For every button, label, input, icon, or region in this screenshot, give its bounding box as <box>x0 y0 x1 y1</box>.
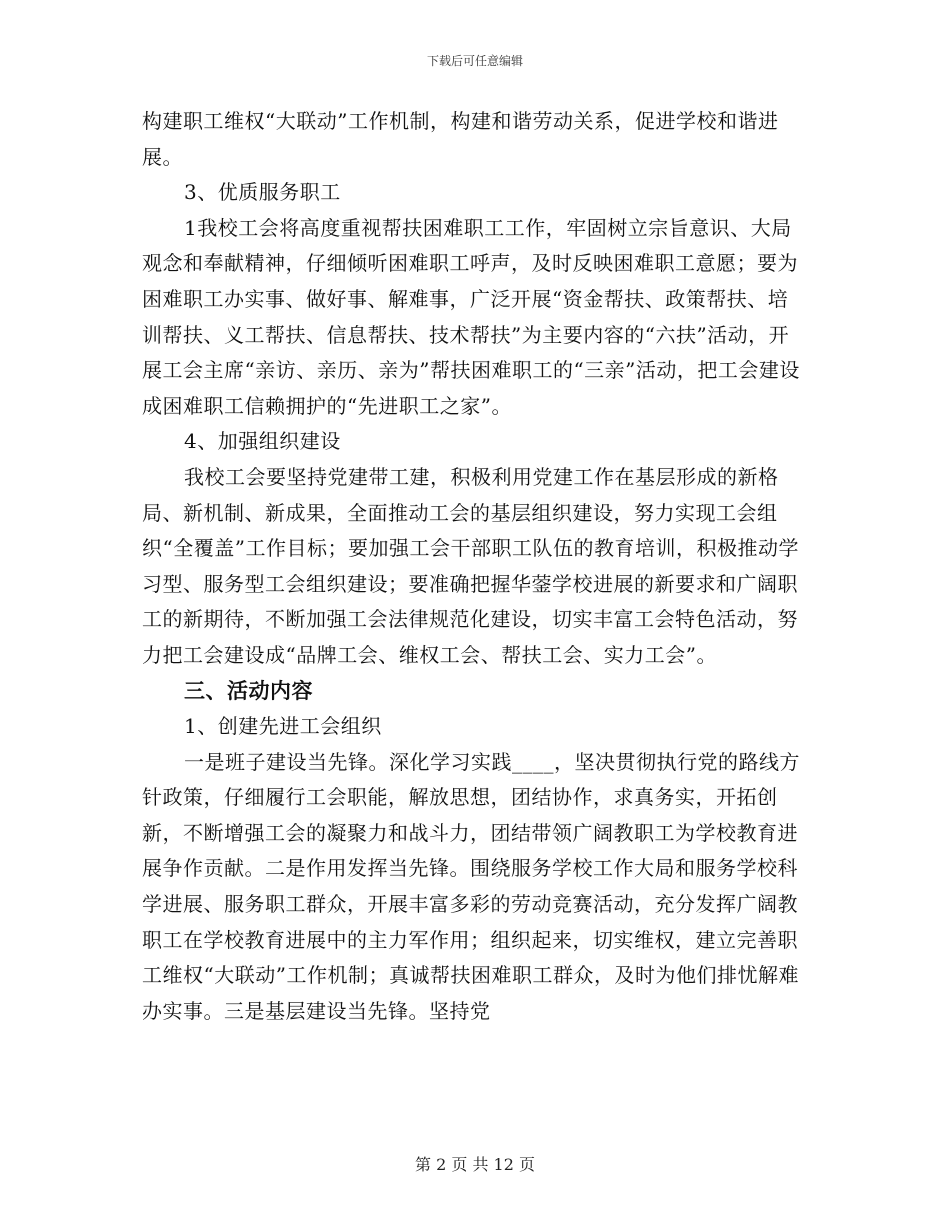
subheading-organization: 4、加强组织建设 <box>184 429 341 454</box>
subheading-service: 3、优质服务职工 <box>184 180 341 205</box>
paragraph-organization: 我校工会要坚持党建带工建，积极利用党建工作在基层形成的新格局、新机制、新成果，全面推动工会的基层组织建设，努力实现工会组织“全覆盖”工作目标；要加强工会干部职工队伍的教育培训，积极推动学习型、服务型工会组织建设；要准确把握华蓥学校进展的新要求和广阔职工的新期待，不断加强工会法律规范化建设，切实丰富工会特色活动，努力把工会建设成“品牌工会、维权工会、帮扶工会、实力工会”。 <box>142 464 799 667</box>
paragraph-continuation: 构建职工维权“大联动”工作机制，构建和谐劳动关系，促进学校和谐进展。 <box>142 109 779 169</box>
document-body <box>142 104 808 1029</box>
page-header: 下载后可任意编辑 <box>426 54 523 68</box>
subheading-create-union: 1、创建先进工会组织 <box>184 714 382 739</box>
section-heading-activities: 三、活动内容 <box>184 678 313 703</box>
page-footer: 第 2 页 共 12 页 <box>415 1155 535 1174</box>
paragraph-create-union: 一是班子建设当先锋。深化学习实践____，坚决贯彻执行党的路线方针政策，仔细履行工会职能，解放思想，团结协作，求真务实，开拓创新，不断增强工会的凝聚力和战斗力，团结带领广阔教职工为学校教育进展争作贡献。二是作用发挥当先锋。围绕服务学校工作大局和服务学校科学进展、服务职工群众，开展丰富多彩的劳动竞赛活动，充分发挥广阔教职工在学校教育进展中的主力军作用；组织起来，切实维权，建立完善职工维权“大联动”工作机制；真诚帮扶困难职工群众，及时为他们排忧解难办实事。三是基层建设当先锋。坚持党 <box>142 749 800 1023</box>
paragraph-service: 1我校工会将高度重视帮扶困难职工工作，牢固树立宗旨意识、大局观念和奉献精神，仔细倾听困难职工呼声，及时反映困难职工意愿；要为困难职工办实事、做好事、解难事，广泛开展“资金帮扶、政策帮扶、培训帮扶、义工帮扶、信息帮扶、技术帮扶”为主要内容的“六扶”活动，开展工会主席“亲访、亲历、亲为”帮扶困难职工的“三亲”活动，把工会建设成困难职工信赖拥护的“先进职工之家”。 <box>142 215 800 418</box>
